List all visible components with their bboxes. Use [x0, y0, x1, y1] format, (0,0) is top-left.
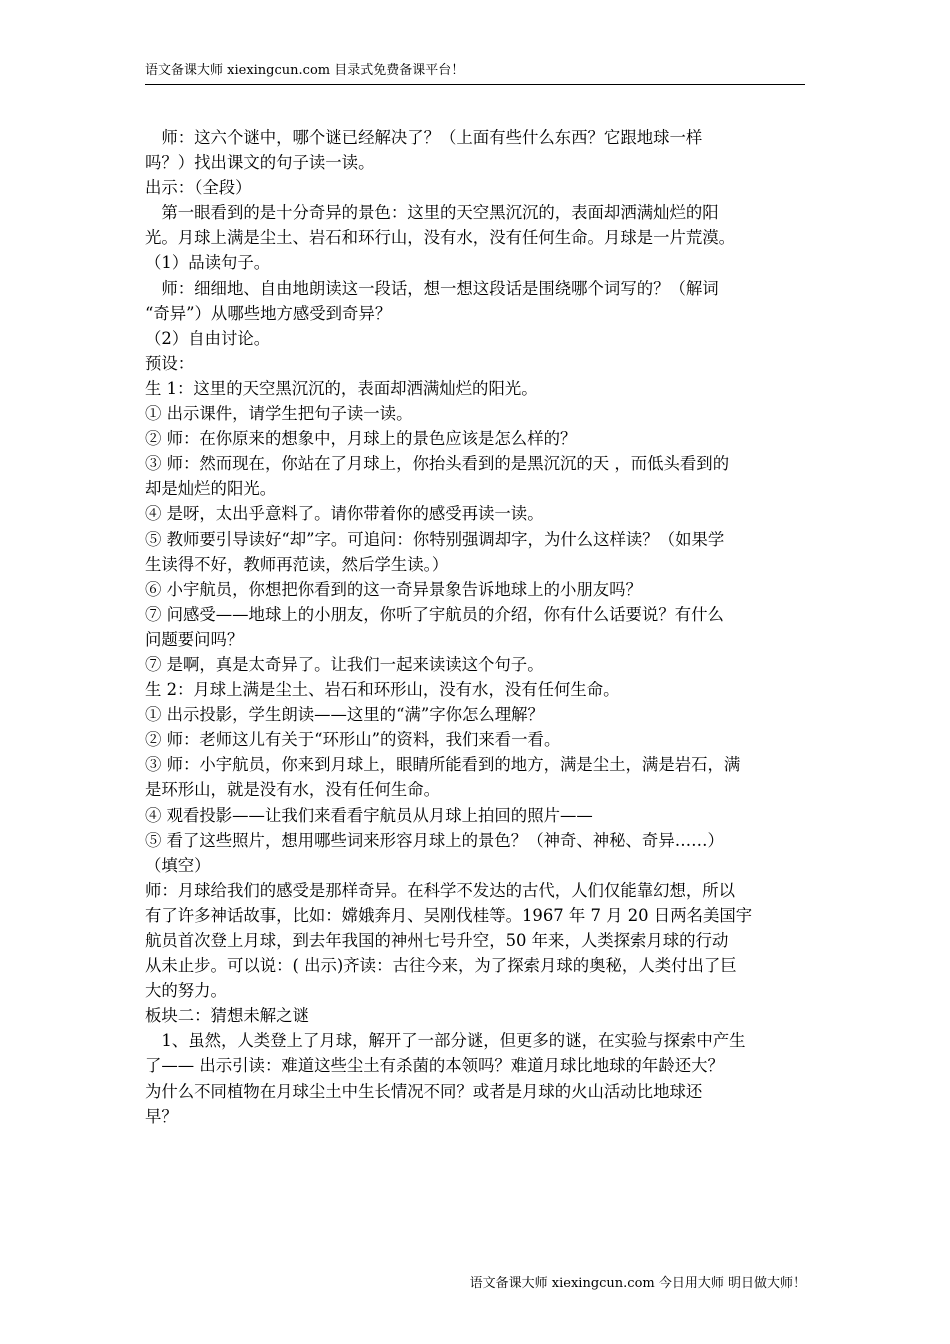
text-line: 有了许多神话故事，比如：嫦娥奔月、吴刚伐桂等。1967 年 7 月 20 日两名美国宇 — [145, 905, 753, 925]
text-line: 大的努力。 — [145, 981, 227, 1001]
text-line: ④ 观看投影——让我们来看看宇航员从月球上拍回的照片—— — [145, 805, 593, 825]
text-line: ① 出示投影，学生朗读——这里的“满”字你怎么理解？ — [145, 705, 544, 725]
text-line: 板块二：猜想未解之谜 — [145, 1006, 309, 1026]
text-line: ⑥ 小宇航员，你想把你看到的这一奇异景象告诉地球上的小朋友吗？ — [145, 579, 642, 599]
text-line: 生读得不好，教师再范读，然后学生读。） — [145, 554, 449, 574]
text-line: ⑦ 是啊，真是太奇异了。让我们一起来读读这个句子。 — [145, 654, 544, 674]
text-line: 师：细细地、自由地朗读这一段话，想一想这段话是围绕哪个词写的？（解词 — [145, 278, 719, 298]
text-line: （2）自由讨论。 — [145, 328, 271, 348]
text-line: “奇异”）从哪些地方感受到奇异？ — [145, 303, 392, 323]
text-line: ② 师：老师这儿有关于“环形山”的资料，我们来看一看。 — [145, 730, 561, 750]
page-footer: 语文备课大师 xiexingcun.com 今日用大师 明日做大师！ — [469, 1276, 806, 1291]
text-line: 为什么不同植物在月球尘土中生长情况不同？或者是月球的火山活动比地球还 — [145, 1081, 703, 1101]
text-line: 却是灿烂的阳光。 — [145, 479, 277, 499]
text-line: 是环形山，就是没有水，没有任何生命。 — [145, 780, 441, 800]
text-line: （1）品读句子。 — [145, 253, 271, 273]
text-line: 光。月球上满是尘土、岩石和环行山，没有水，没有任何生命。月球是一片荒漠。 — [145, 228, 736, 248]
header-divider — [145, 84, 805, 85]
text-line: 预设： — [145, 353, 195, 373]
text-line: 出示：（全段） — [145, 178, 252, 198]
text-line: 早？ — [145, 1106, 178, 1126]
text-line: ① 出示课件，请学生把句子读一读。 — [145, 404, 413, 424]
text-line: ③ 师：小宇航员，你来到月球上，眼睛所能看到的地方，满是尘土，满是岩石，满 — [145, 755, 741, 775]
text-line: 第一眼看到的是十分奇异的景色：这里的天空黑沉沉的，表面却洒满灿烂的阳 — [145, 203, 719, 223]
text-line: 生 1：这里的天空黑沉沉的，表面却洒满灿烂的阳光。 — [145, 378, 538, 398]
text-line: 了—— 出示引读：难道这些尘土有杀菌的本领吗？难道月球比地球的年龄还大？ — [145, 1056, 724, 1076]
text-line: 生 2：月球上满是尘土、岩石和环形山，没有水，没有任何生命。 — [145, 680, 620, 700]
text-line: 师：这六个谜中，哪个谜已经解决了？（上面有些什么东西？它跟地球一样 — [145, 128, 703, 147]
text-line: ③ 师：然而现在，你站在了月球上，你抬头看到的是黑沉沉的天 ，而低头看到的 — [145, 454, 730, 474]
page-header: 语文备课大师 xiexingcun.com 目录式免费备课平台！ — [145, 63, 465, 78]
text-line: （填空） — [145, 855, 211, 875]
text-line: 吗？）找出课文的句子读一读。 — [145, 153, 375, 173]
text-line: ⑤ 看了这些照片，想用哪些词来形容月球上的景色？（神奇、神秘、奇异……） — [145, 830, 724, 850]
text-line: 师：月球给我们的感受是那样奇异。在科学不发达的古代，人们仅能靠幻想，所以 — [145, 880, 736, 900]
text-line: ④ 是呀，太出乎意料了。请你带着你的感受再读一读。 — [145, 504, 544, 524]
text-line: 1、虽然，人类登上了月球，解开了一部分谜，但更多的谜，在实验与探索中产生 — [145, 1031, 746, 1051]
document-body — [145, 125, 813, 1129]
text-line: 从未止步。可以说：( 出示)齐读：古往今来，为了探索月球的奥秘，人类付出了巨 — [145, 956, 737, 976]
text-line: ② 师：在你原来的想象中，月球上的景色应该是怎么样的？ — [145, 429, 577, 449]
text-line: ⑦ 问感受——地球上的小朋友，你听了宇航员的介绍，你有什么话要说？有什么 — [145, 604, 724, 624]
text-line: 问题要问吗？ — [145, 629, 244, 649]
text-line: ⑤ 教师要引导读好“却”字。可追问：你特别强调却字，为什么这样读？（如果学 — [145, 529, 725, 549]
text-line: 航员首次登上月球，到去年我国的神州七号升空，50 年来，人类探索月球的行动 — [145, 931, 729, 950]
